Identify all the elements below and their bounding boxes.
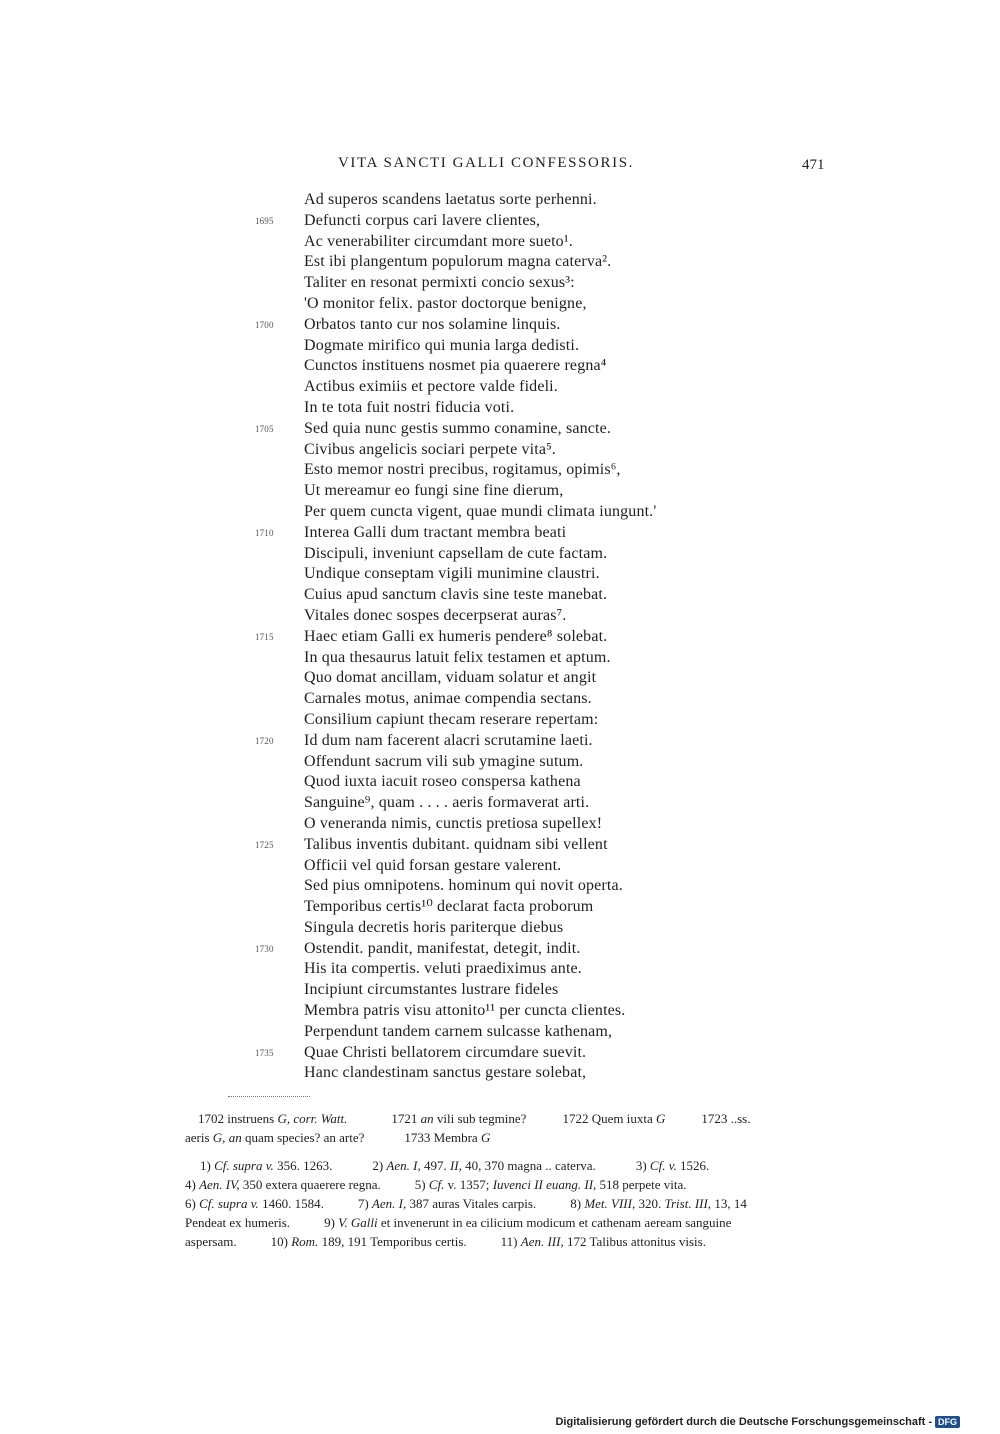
verse-line (304, 793, 656, 814)
verse-line (304, 897, 656, 918)
verse-line (304, 856, 656, 877)
verse-text-span: Undique conseptam vigili munimine claustri. (304, 565, 600, 583)
verse-line (304, 876, 656, 897)
line-number: 1725 (255, 839, 274, 850)
verse-text-span: Est ibi plangentum populorum magna caterva². (304, 253, 612, 271)
verse-text-span: Hanc clandestinam sanctus gestare solebat, (304, 1064, 587, 1082)
verse-line (304, 648, 656, 669)
verse-line (304, 1063, 656, 1084)
footnote-line: Pendeat ex humeris. 9) V. Galli et invenerunt in ea cilicium modicum et cathenam aeream sanguine (185, 1215, 732, 1230)
verse-line (304, 273, 656, 294)
footer-credit (555, 1416, 960, 1428)
verse-text-span: Membra patris visu attonito¹¹ per cuncta clientes. (304, 1002, 626, 1020)
verse-text-span: In te tota fuit nostri fiducia voti. (304, 398, 515, 416)
verse-text-span: Discipuli, inveniunt capsellam de cute factam. (304, 544, 608, 562)
verse-line (255, 627, 656, 648)
verse-line (304, 356, 656, 377)
apparatus-rule (228, 1096, 310, 1097)
verse-line (304, 668, 656, 689)
verse-line (255, 211, 656, 232)
footnote-line: 1) Cf. supra v. 356. 1263. 2) Aen. I, 497. II, 40, 370 magna .. caterva. 3) Cf. v. 1526. (200, 1158, 710, 1173)
verse-line (304, 460, 656, 481)
verse-text-span: Per quem cuncta vigent, quae mundi climata iungunt.' (304, 502, 657, 520)
verse-text-span: Quae Christi bellatorem circumdare suevit. (304, 1043, 587, 1061)
verse-text-span: Quod iuxta iacuit roseo conspersa kathena (304, 773, 581, 791)
verse-text-span: Sed pius omnipotens. hominum qui novit operta. (304, 877, 623, 895)
line-number: 1710 (255, 527, 274, 538)
footer-credit-text: Digitalisierung gefördert durch die Deutsche Forschungsgemeinschaft - (555, 1416, 932, 1428)
verse-line (304, 564, 656, 585)
verse-text-span: Id dum nam facerent alacri scrutamine laeti. (304, 731, 593, 749)
verse-text-span: Carnales motus, animae compendia sectans. (304, 690, 592, 708)
verse-text-span: Singula decretis horis pariterque diebus (304, 918, 564, 936)
verse-line (304, 1001, 656, 1022)
line-number: 1705 (255, 423, 274, 434)
running-head: VITA SANCTI GALLI CONFESSORIS. (338, 155, 634, 171)
apparatus-line: aeris G, an quam species? an arte? 1733 Membra G (185, 1130, 491, 1145)
verse-line (304, 689, 656, 710)
line-number: 1700 (255, 319, 274, 330)
verse-text-span: Consilium capiunt thecam reserare repertam: (304, 710, 599, 728)
verse-line (255, 1043, 656, 1064)
verse-text-span: Esto memor nostri precibus, rogitamus, opimis⁶, (304, 461, 621, 479)
verse-text-span: Actibus eximiis et pectore valde fideli. (304, 378, 558, 396)
line-number: 1715 (255, 631, 274, 642)
verse-text-span: Cunctos instituens nosmet pia quaerere regna⁴ (304, 357, 607, 375)
verse-text-span: Offendunt sacrum vili sub ymagine sutum. (304, 752, 584, 770)
verse-line (304, 502, 656, 523)
verse-text-span: Incipiunt circumstantes lustrare fideles (304, 981, 559, 999)
verse-line (304, 710, 656, 731)
verse-text-span: Perpendunt tandem carnem sulcasse kathenam, (304, 1022, 613, 1040)
verse-line (304, 252, 656, 273)
verse-line (304, 294, 656, 315)
verse-line (255, 731, 656, 752)
verse-text-span: In qua thesaurus latuit felix testamen et aptum. (304, 648, 611, 666)
verse-line (304, 814, 656, 835)
verse-line (304, 980, 656, 1001)
footnote-line: 4) Aen. IV, 350 extera quaerere regna. 5) Cf. v. 1357; Iuvenci II euang. II, 518 perpete vita. (185, 1177, 687, 1192)
verse-text-span: Taliter en resonat permixti concio sexus³: (304, 274, 575, 292)
verse-text-span: Ut mereamur eo fungi sine fine dierum, (304, 482, 564, 500)
line-number: 1695 (255, 215, 274, 226)
verse-line (304, 918, 656, 939)
verse-text-span: Haec etiam Galli ex humeris pendere⁸ solebat. (304, 627, 608, 645)
verse-text-span: 'O monitor felix. pastor doctorque benigne, (304, 294, 587, 312)
verse-text-span: Interea Galli dum tractant membra beati (304, 523, 567, 541)
verse-line (304, 481, 656, 502)
line-number: 1720 (255, 735, 274, 746)
verse-text-span: Ostendit. pandit, manifestat, detegit, indit. (304, 939, 581, 957)
verse-line (304, 959, 656, 980)
verse-text-span: Defuncti corpus cari lavere clientes, (304, 211, 541, 229)
verse-line (255, 939, 656, 960)
line-number: 1730 (255, 943, 274, 954)
verse-text-span: Temporibus certis¹⁰ declarat facta proborum (304, 898, 594, 916)
verse-line (304, 585, 656, 606)
verse-text-span: Officii vel quid forsan gestare valerent. (304, 856, 562, 874)
page-number: 471 (802, 157, 825, 173)
verse-text-span: Sanguine⁹, quam . . . . aeris formaverat arti. (304, 794, 590, 812)
verse-text-span: O veneranda nimis, cunctis pretiosa supellex! (304, 814, 603, 832)
dfg-logo: DFG (935, 1416, 960, 1428)
verse-text-span: Ac venerabiliter circumdant more sueto¹. (304, 232, 573, 250)
verse-text-span: His ita compertis. veluti praediximus ante. (304, 960, 582, 978)
verse-line (304, 232, 656, 253)
verse-line (304, 1022, 656, 1043)
verse-text-span: Sed quia nunc gestis summo conamine, sancte. (304, 419, 611, 437)
verse-text-span: Ad superos scandens laetatus sorte perhenni. (304, 191, 597, 208)
verse-line (304, 377, 656, 398)
verse-text-span: Cuius apud sanctum clavis sine teste manebat. (304, 586, 608, 604)
verse-text-span: Orbatos tanto cur nos solamine linquis. (304, 315, 561, 333)
verse-line (255, 419, 656, 440)
verse-text-span: Civibus angelicis sociari perpete vita⁵. (304, 440, 556, 458)
footnote-line: aspersam. 10) Rom. 189, 191 Temporibus certis. 11) Aen. III, 172 Talibus attonitus visis. (185, 1234, 706, 1249)
footnote-line: 6) Cf. supra v. 1460. 1584. 7) Aen. I, 387 auras Vitales carpis. 8) Met. VIII, 320. Trist. III, 13, 14 (185, 1196, 747, 1211)
verse-text-span: Talibus inventis dubitant. quidnam sibi vellent (304, 835, 608, 853)
verse-line (304, 190, 656, 211)
verse-line (304, 336, 656, 357)
verse-line (304, 398, 656, 419)
verse-text-span: Vitales donec sospes decerpserat auras⁷. (304, 606, 567, 624)
verse-text-span: Dogmate mirifico qui munia larga dedisti. (304, 336, 580, 354)
verse-line (255, 315, 656, 336)
verse-line (304, 772, 656, 793)
verse-text (255, 190, 657, 1084)
verse-line (255, 835, 656, 856)
verse-line (304, 752, 656, 773)
apparatus-line: 1702 instruens G, corr. Watt. 1721 an vili sub tegmine? 1722 Quem iuxta G 1723 ..ss. (198, 1111, 751, 1126)
verse-line (304, 440, 656, 461)
verse-line (304, 544, 656, 565)
verse-line (255, 523, 656, 544)
line-number: 1735 (255, 1047, 274, 1058)
verse-line (304, 606, 656, 627)
verse-text-span: Quo domat ancillam, viduam solatur et angit (304, 669, 597, 687)
